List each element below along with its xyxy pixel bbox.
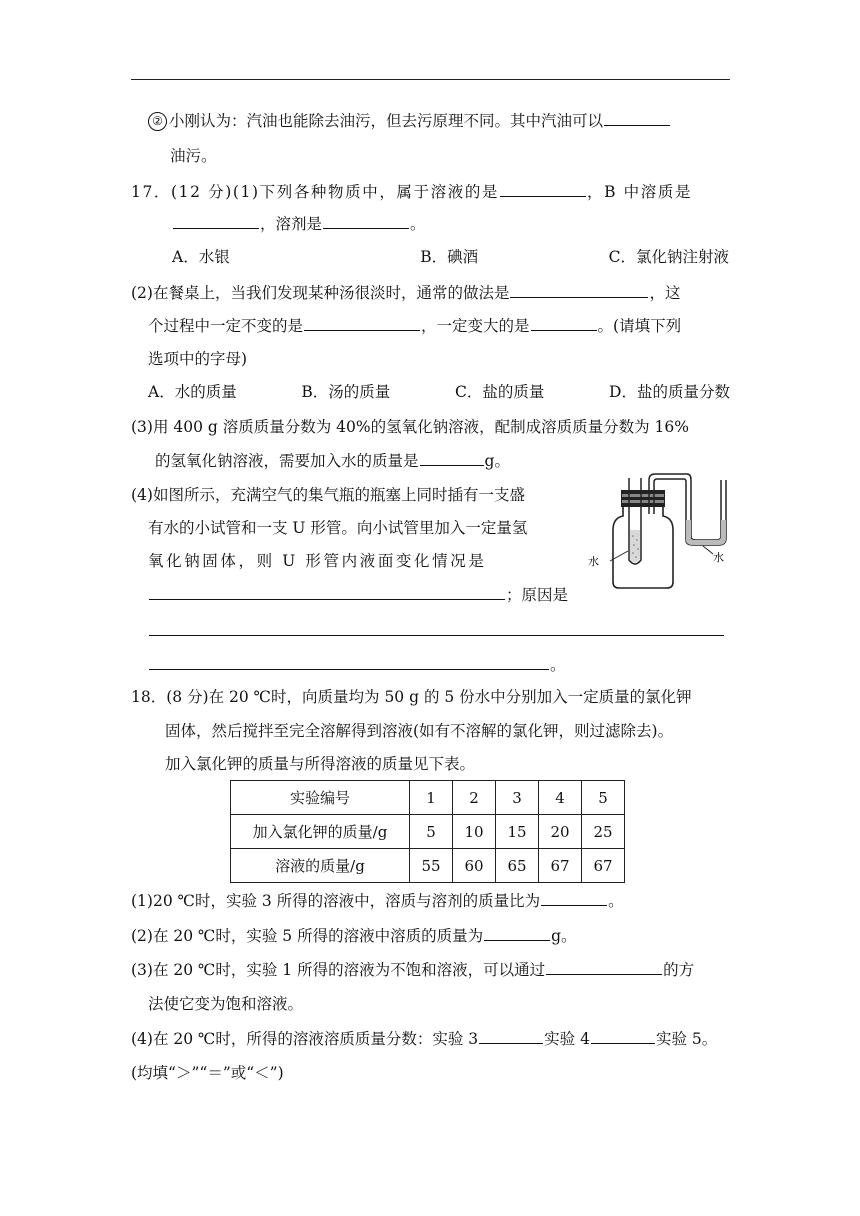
q17-header-text-b: ，B 中溶质是	[587, 183, 693, 201]
q17-line2	[172, 213, 426, 235]
table-cell: 55	[410, 849, 453, 883]
answer-blank[interactable]	[546, 959, 662, 975]
label-water-right: 水	[713, 551, 724, 564]
q17-p4-line2: 有水的小试管和一支 U 形管。向小试管里加入一定量氢	[148, 519, 528, 537]
q17-p2-text-c: 个过程中一定不变的是	[148, 317, 304, 335]
table-row	[231, 849, 625, 883]
q17-p3-unit: g。	[484, 452, 510, 470]
q17-p2-line2	[148, 315, 681, 337]
q18-s4-text: (4)在 20 ℃时，所得的溶液溶质质量分数：实验 3	[131, 1030, 479, 1048]
q18-s1-text: (1)20 ℃时，实验 3 所得的溶液中，溶质与溶剂的质量比为	[131, 892, 541, 910]
q17-header	[131, 181, 692, 203]
punct: 。	[608, 892, 624, 910]
table-cell: 15	[496, 815, 539, 849]
q18-s2	[131, 925, 577, 947]
label-water-left: 水	[588, 555, 599, 568]
option-b: B．碘酒	[420, 248, 479, 266]
option-b: B．汤的质量	[301, 383, 391, 401]
table-cell: 3	[496, 781, 539, 815]
circled-number: ②	[148, 112, 167, 131]
leader-line	[703, 546, 713, 554]
q18-s3-text-b: 的方	[663, 961, 695, 979]
table-cell: 1	[410, 781, 453, 815]
q17-options-2	[148, 381, 730, 403]
answer-blank[interactable]	[510, 282, 648, 298]
q18-s3-line1	[131, 959, 694, 981]
answer-blank[interactable]	[173, 213, 259, 229]
q18-s4-line2: (均填“＞”“＝”或“＜”)	[131, 1064, 284, 1082]
q17-p2-text: (2)在餐桌上，当我们发现某种汤很淡时，通常的做法是	[131, 284, 510, 302]
table-cell: 65	[496, 849, 539, 883]
option-a: A．水的质量	[148, 383, 237, 401]
table-cell: 67	[539, 849, 582, 883]
q18-s4-text-b: 实验 4	[544, 1030, 590, 1048]
answer-blank[interactable]	[604, 110, 670, 126]
table-row	[231, 815, 625, 849]
bottle-icon	[613, 506, 673, 588]
q17-p4-text: ；原因是	[506, 586, 569, 604]
option-c: C．氯化钠注射液	[608, 248, 729, 266]
q17-p4-line1: (4)如图所示，充满空气的集气瓶的瓶塞上同时插有一支盛	[131, 486, 525, 504]
header-rule	[131, 79, 730, 80]
q17-p3-line2	[155, 450, 510, 472]
data-table	[230, 780, 625, 883]
q18-line2: 固体，然后搅拌至完全溶解得到溶液(如有不溶解的氯化钾，则过滤除去)。	[165, 722, 674, 740]
option-c: C．盐的质量	[454, 383, 545, 401]
q17-p4-line5	[148, 620, 725, 642]
q16-text: 小刚认为：汽油也能除去油污，但去污原理不同。其中汽油可以	[169, 112, 604, 130]
q17-p3-text: 的氢氧化钠溶液，需要加入水的质量是	[155, 452, 419, 470]
answer-blank[interactable]	[484, 925, 550, 941]
answer-blank[interactable]	[591, 1028, 655, 1044]
q18-s1	[131, 890, 624, 912]
answer-blank[interactable]	[531, 315, 597, 331]
q17-p3-line1: (3)用 400 g 溶质质量分数为 40%的氢氧化钠溶液，配制成溶质质量分数为 16%	[131, 418, 690, 436]
table-cell: 20	[539, 815, 582, 849]
stopper-icon	[621, 490, 665, 507]
answer-blank[interactable]	[149, 584, 505, 600]
answer-blank[interactable]	[541, 890, 607, 906]
q17-p4-line3: 氧化钠固体，则 U 形管内液面变化情况是	[148, 552, 487, 570]
table-row	[231, 781, 625, 815]
q18-s3-text: (3)在 20 ℃时，实验 1 所得的溶液为不饱和溶液，可以通过	[131, 961, 546, 979]
q17-p2-text-e: 。(请填下列	[597, 317, 682, 335]
answer-blank[interactable]	[304, 315, 420, 331]
table-cell: 溶液的质量/g	[231, 849, 410, 883]
answer-blank[interactable]	[479, 1028, 543, 1044]
option-a: A．水银	[172, 248, 230, 266]
option-d: D．盐的质量分数	[609, 383, 730, 401]
q18-s4-text-c: 实验 5。	[655, 1030, 718, 1048]
answer-blank[interactable]	[420, 450, 484, 466]
q18-line3: 加入氯化钾的质量与所得溶液的质量见下表。	[165, 755, 476, 773]
table-cell: 5	[582, 781, 625, 815]
q17-header-text: 17．(12 分)(1)下列各种物质中，属于溶液的是	[131, 183, 500, 201]
q17-p2-text-d: ，一定变大的是	[421, 317, 530, 335]
answer-blank[interactable]	[323, 213, 409, 229]
table-cell: 5	[410, 815, 453, 849]
table-cell: 60	[453, 849, 496, 883]
q16-line	[148, 110, 671, 132]
punct: 。	[550, 656, 566, 674]
q18-s4-line1	[131, 1028, 717, 1050]
punct: 。	[410, 215, 426, 233]
table-cell: 加入氯化钾的质量/g	[231, 815, 410, 849]
q18-line1: 18．(8 分)在 20 ℃时，向质量均为 50 g 的 5 份水中分别加入一定质量的氯化钾	[131, 688, 692, 706]
answer-blank[interactable]	[500, 181, 586, 197]
answer-blank[interactable]	[149, 620, 724, 636]
q17-p2-line1	[131, 282, 680, 304]
table-cell: 4	[539, 781, 582, 815]
q17-p4-line4	[148, 584, 568, 606]
q17-p2-line3: 选项中的字母)	[148, 350, 248, 368]
q17-p2-text-b: ，这	[649, 284, 681, 302]
table-cell: 2	[453, 781, 496, 815]
table-cell: 25	[582, 815, 625, 849]
q18-s2-text: (2)在 20 ℃时，实验 5 所得的溶液中溶质的质量为	[131, 927, 484, 945]
q17-p4-line6	[148, 654, 566, 676]
q17-line2-text: ，溶剂是	[260, 215, 323, 233]
table-cell: 10	[453, 815, 496, 849]
q16-continuation: 油污。	[170, 147, 217, 165]
q18-s2-unit: g。	[551, 927, 577, 945]
answer-blank[interactable]	[149, 654, 549, 670]
table-cell: 67	[582, 849, 625, 883]
q17-options-1	[172, 246, 729, 268]
q18-s3-line2: 法使它变为饱和溶液。	[148, 995, 304, 1013]
apparatus-figure	[585, 468, 740, 593]
table-cell: 实验编号	[231, 781, 410, 815]
